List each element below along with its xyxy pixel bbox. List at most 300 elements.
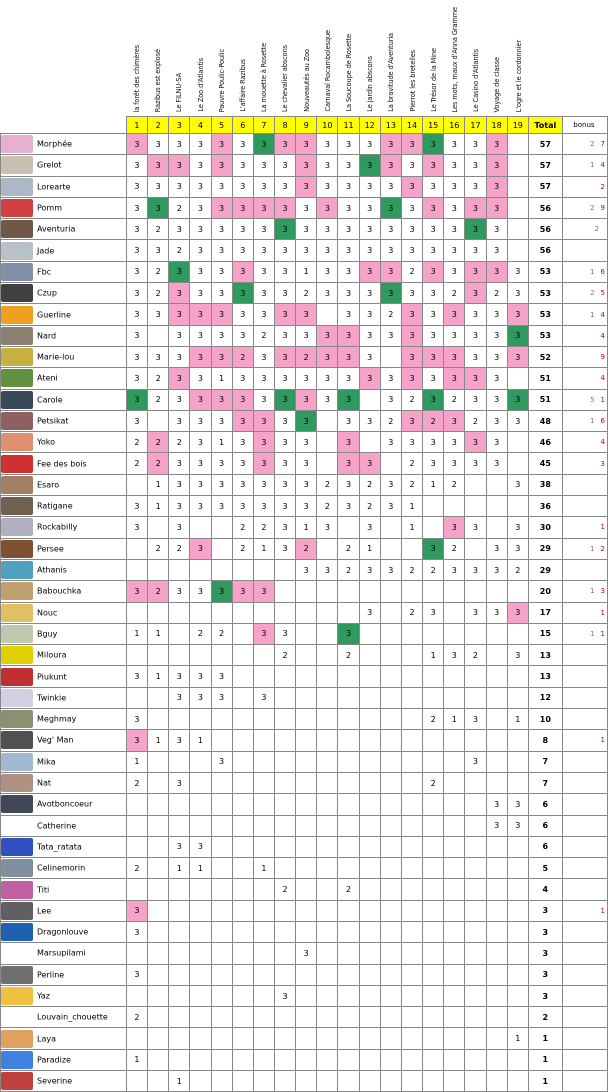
score-cell <box>126 474 147 495</box>
score-cell <box>401 964 422 985</box>
score-cell <box>338 794 359 815</box>
score-cell <box>444 1028 465 1049</box>
player-name: Perline <box>37 970 65 980</box>
score-cell <box>317 772 338 793</box>
score-cell <box>507 964 528 985</box>
score-cell <box>423 496 444 517</box>
score-cell <box>423 687 444 708</box>
score-cell: 3 <box>423 368 444 389</box>
score-cell: 3 <box>338 432 359 453</box>
column-number: 16 <box>444 117 465 134</box>
avatar <box>1 731 33 749</box>
score-cell: 3 <box>317 197 338 218</box>
player-name: Marsupilami <box>37 948 86 958</box>
score-cell <box>359 666 380 687</box>
score-cell: 2 <box>401 474 422 495</box>
player-name: Twinkie <box>37 693 67 703</box>
score-cell <box>486 730 507 751</box>
score-cell <box>148 772 169 793</box>
score-cell: 3 <box>423 176 444 197</box>
score-cell: 2 <box>296 283 317 304</box>
bonus-cell <box>562 410 607 431</box>
column-title-2 <box>147 0 168 112</box>
score-cell <box>232 666 253 687</box>
score-cell: 3 <box>274 325 295 346</box>
score-cell <box>507 453 528 474</box>
score-cell: 3 <box>507 325 528 346</box>
score-cell: 3 <box>296 410 317 431</box>
score-cell: 3 <box>401 325 422 346</box>
score-cell: 3 <box>126 240 147 261</box>
score-cell: 3 <box>274 240 295 261</box>
score-cell <box>232 559 253 580</box>
score-cell <box>274 836 295 857</box>
score-cell <box>444 772 465 793</box>
score-cell: 3 <box>253 389 274 410</box>
score-cell: 3 <box>296 389 317 410</box>
score-cell: 3 <box>338 155 359 176</box>
score-cell <box>296 772 317 793</box>
score-cell: 3 <box>317 283 338 304</box>
column-number: 12 <box>359 117 380 134</box>
score-cell <box>232 1071 253 1092</box>
column-number: 7 <box>253 117 274 134</box>
score-cell <box>423 517 444 538</box>
score-cell: 3 <box>465 134 486 155</box>
total-cell: 1 <box>528 1071 562 1092</box>
score-cell <box>380 858 401 879</box>
score-cell <box>444 985 465 1006</box>
score-cell: 1 <box>296 261 317 282</box>
score-cell: 3 <box>401 240 422 261</box>
score-cell: 3 <box>296 219 317 240</box>
score-cell <box>253 921 274 942</box>
bonus-right: 1 <box>600 395 605 404</box>
score-cell <box>190 559 211 580</box>
score-cell: 3 <box>423 283 444 304</box>
column-number: 8 <box>274 117 295 134</box>
score-cell <box>274 1049 295 1070</box>
score-cell <box>444 687 465 708</box>
total-cell: 30 <box>528 517 562 538</box>
score-cell <box>148 964 169 985</box>
avatar <box>1 199 33 217</box>
bonus-right: 4 <box>600 331 605 340</box>
player-cell <box>1 453 127 474</box>
bonus-left: 2 <box>594 225 599 234</box>
score-cell <box>380 1007 401 1028</box>
score-cell: 3 <box>169 581 190 602</box>
bonus-left: 1 <box>590 417 595 425</box>
score-cell: 3 <box>486 815 507 836</box>
score-cell: 3 <box>232 581 253 602</box>
score-cell <box>169 879 190 900</box>
score-cell: 3 <box>444 219 465 240</box>
table-row <box>1 900 608 921</box>
column-title-1 <box>126 0 147 112</box>
avatar <box>1 284 33 302</box>
bonus-right: 7 <box>600 140 605 149</box>
score-cell: 2 <box>507 559 528 580</box>
score-cell <box>232 879 253 900</box>
score-cell <box>380 346 401 367</box>
score-cell: 2 <box>148 261 169 282</box>
score-cell <box>317 730 338 751</box>
score-cell <box>211 559 232 580</box>
avatar <box>1 881 33 899</box>
avatar <box>1 306 33 324</box>
avatar <box>1 795 33 813</box>
avatar <box>1 604 33 622</box>
score-cell: 3 <box>380 197 401 218</box>
score-cell: 3 <box>486 602 507 623</box>
score-cell: 2 <box>380 304 401 325</box>
column-titles <box>0 0 608 115</box>
player-cell <box>1 921 127 942</box>
score-cell <box>317 794 338 815</box>
score-cell: 3 <box>296 453 317 474</box>
score-cell: 3 <box>380 325 401 346</box>
score-cell: 3 <box>211 240 232 261</box>
player-name: Babouchka <box>37 586 82 596</box>
score-cell: 2 <box>338 538 359 559</box>
bonus-right: 1 <box>600 736 605 745</box>
player-name: Lorearte <box>37 182 71 192</box>
score-cell: 3 <box>232 389 253 410</box>
avatar <box>1 987 33 1005</box>
player-name: Czup <box>37 288 57 298</box>
score-cell <box>465 730 486 751</box>
score-cell: 1 <box>190 730 211 751</box>
score-cell <box>126 559 147 580</box>
score-cell <box>253 985 274 1006</box>
bonus-cell <box>562 474 607 495</box>
bonus-cell <box>562 751 607 772</box>
score-cell <box>148 325 169 346</box>
score-cell: 2 <box>169 240 190 261</box>
score-cell <box>253 1007 274 1028</box>
column-number: 19 <box>507 117 528 134</box>
player-cell <box>1 538 127 559</box>
player-cell <box>1 964 127 985</box>
table-row <box>1 474 608 495</box>
avatar <box>1 540 33 558</box>
score-cell: 3 <box>232 410 253 431</box>
score-cell <box>190 517 211 538</box>
column-number: 11 <box>338 117 359 134</box>
score-cell <box>380 815 401 836</box>
score-cell: 3 <box>507 794 528 815</box>
avatar <box>1 859 33 877</box>
score-cell: 3 <box>190 836 211 857</box>
score-cell: 3 <box>232 261 253 282</box>
score-cell <box>274 1071 295 1092</box>
score-cell: 3 <box>380 155 401 176</box>
score-cell <box>486 709 507 730</box>
bonus-cell <box>562 836 607 857</box>
score-cell <box>380 623 401 644</box>
score-cell <box>423 581 444 602</box>
score-cell <box>338 858 359 879</box>
score-cell <box>486 1071 507 1092</box>
score-cell: 3 <box>380 240 401 261</box>
score-table <box>0 116 608 1092</box>
score-cell <box>380 645 401 666</box>
score-cell: 3 <box>296 304 317 325</box>
score-cell: 3 <box>253 219 274 240</box>
score-cell <box>444 666 465 687</box>
score-cell: 3 <box>169 836 190 857</box>
total-cell: 36 <box>528 496 562 517</box>
score-cell: 3 <box>296 559 317 580</box>
score-cell: 3 <box>274 155 295 176</box>
player-name: Bguy <box>37 629 58 639</box>
player-cell <box>1 858 127 879</box>
bonus-left: 5 <box>590 395 595 404</box>
score-cell: 3 <box>169 283 190 304</box>
score-cell: 3 <box>465 751 486 772</box>
score-cell <box>380 921 401 942</box>
score-cell <box>296 687 317 708</box>
score-cell: 2 <box>190 623 211 644</box>
score-cell <box>148 602 169 623</box>
score-cell: 3 <box>338 410 359 431</box>
score-cell: 3 <box>401 368 422 389</box>
score-cell: 3 <box>169 368 190 389</box>
score-cell: 3 <box>486 346 507 367</box>
avatar <box>1 391 33 409</box>
score-cell <box>274 772 295 793</box>
score-cell: 2 <box>401 389 422 410</box>
total-cell: 57 <box>528 155 562 176</box>
table-row <box>1 283 608 304</box>
column-number: 9 <box>296 117 317 134</box>
score-cell <box>359 1007 380 1028</box>
total-cell: 2 <box>528 1007 562 1028</box>
score-cell: 3 <box>169 517 190 538</box>
player-name: Titi <box>37 885 50 895</box>
score-cell: 3 <box>169 176 190 197</box>
score-cell <box>423 985 444 1006</box>
player-cell <box>1 623 127 644</box>
player-cell <box>1 1049 127 1070</box>
score-cell: 3 <box>169 666 190 687</box>
score-cell <box>465 985 486 1006</box>
score-cell <box>380 517 401 538</box>
score-cell <box>190 943 211 964</box>
score-cell: 3 <box>317 240 338 261</box>
player-cell <box>1 325 127 346</box>
score-cell: 1 <box>126 1049 147 1070</box>
score-cell <box>190 1028 211 1049</box>
score-cell: 3 <box>401 219 422 240</box>
score-cell: 3 <box>232 155 253 176</box>
score-cell <box>507 1071 528 1092</box>
score-cell: 3 <box>486 410 507 431</box>
bonus-right: 4 <box>600 161 605 170</box>
score-cell: 1 <box>148 496 169 517</box>
score-cell <box>507 368 528 389</box>
score-cell <box>359 921 380 942</box>
score-cell: 3 <box>359 176 380 197</box>
score-cell: 2 <box>211 623 232 644</box>
score-cell <box>253 559 274 580</box>
player-cell <box>1 134 127 155</box>
score-cell <box>423 836 444 857</box>
score-cell: 3 <box>253 155 274 176</box>
score-cell <box>444 879 465 900</box>
score-cell: 3 <box>126 517 147 538</box>
score-cell <box>253 900 274 921</box>
score-cell: 1 <box>148 623 169 644</box>
score-cell: 3 <box>465 346 486 367</box>
score-cell <box>169 1049 190 1070</box>
score-cell: 2 <box>444 389 465 410</box>
avatar <box>1 497 33 515</box>
total-cell: 53 <box>528 325 562 346</box>
score-cell <box>317 858 338 879</box>
score-cell <box>296 602 317 623</box>
score-cell: 3 <box>190 687 211 708</box>
score-cell <box>317 1071 338 1092</box>
score-cell: 3 <box>359 325 380 346</box>
score-cell: 3 <box>444 517 465 538</box>
score-cell <box>401 900 422 921</box>
score-cell <box>317 602 338 623</box>
score-cell <box>380 985 401 1006</box>
bonus-cell <box>562 496 607 517</box>
score-cell <box>486 581 507 602</box>
score-cell <box>380 1049 401 1070</box>
score-cell <box>169 943 190 964</box>
score-cell: 2 <box>232 538 253 559</box>
score-cell: 1 <box>190 858 211 879</box>
score-cell <box>359 858 380 879</box>
score-cell: 3 <box>274 368 295 389</box>
avatar <box>1 902 33 920</box>
table-row <box>1 496 608 517</box>
score-cell: 2 <box>274 879 295 900</box>
score-cell <box>444 943 465 964</box>
score-cell <box>465 772 486 793</box>
column-title-text: Voyage de classe <box>493 56 502 112</box>
column-title-text: La mouette à Rosette <box>260 42 269 112</box>
score-cell <box>338 836 359 857</box>
player-name: Fee des bois <box>37 459 87 469</box>
score-cell <box>486 836 507 857</box>
bonus-cell <box>562 623 607 644</box>
score-cell: 3 <box>274 410 295 431</box>
score-cell: 3 <box>296 368 317 389</box>
score-cell: 3 <box>190 666 211 687</box>
score-cell: 3 <box>423 155 444 176</box>
score-cell: 3 <box>211 496 232 517</box>
score-cell: 2 <box>401 602 422 623</box>
total-cell: 13 <box>528 666 562 687</box>
score-cell <box>190 772 211 793</box>
score-cell <box>401 921 422 942</box>
score-cell <box>296 815 317 836</box>
bonus-right: 6 <box>600 267 605 276</box>
player-name: Tata_ratata <box>37 842 82 852</box>
score-cell: 3 <box>169 496 190 517</box>
player-name: Severine <box>37 1076 73 1086</box>
score-cell <box>507 900 528 921</box>
score-cell <box>423 730 444 751</box>
score-cell <box>507 879 528 900</box>
score-cell: 3 <box>507 283 528 304</box>
score-cell: 3 <box>507 645 528 666</box>
table-row <box>1 453 608 474</box>
score-cell <box>380 836 401 857</box>
table-row <box>1 985 608 1006</box>
score-cell: 2 <box>423 772 444 793</box>
score-cell: 3 <box>148 197 169 218</box>
table-row <box>1 687 608 708</box>
score-cell <box>444 730 465 751</box>
score-cell: 3 <box>401 134 422 155</box>
score-cell: 3 <box>232 240 253 261</box>
score-cell <box>465 1049 486 1070</box>
score-cell: 2 <box>148 581 169 602</box>
score-cell: 2 <box>465 410 486 431</box>
player-name: Jade <box>37 246 55 256</box>
table-row <box>1 794 608 815</box>
avatar <box>1 646 33 664</box>
score-cell <box>486 474 507 495</box>
bonus-right: 2 <box>600 544 605 553</box>
column-title-19 <box>508 0 529 112</box>
score-cell <box>317 538 338 559</box>
score-cell: 3 <box>169 219 190 240</box>
score-cell <box>296 581 317 602</box>
score-cell <box>211 1049 232 1070</box>
total-cell: 57 <box>528 134 562 155</box>
score-cell: 3 <box>423 389 444 410</box>
score-cell: 3 <box>317 559 338 580</box>
score-cell: 1 <box>507 709 528 730</box>
score-cell <box>359 900 380 921</box>
score-cell: 3 <box>126 325 147 346</box>
table-row <box>1 559 608 580</box>
score-cell: 3 <box>274 985 295 1006</box>
score-cell <box>296 985 317 1006</box>
avatar <box>1 433 33 451</box>
score-cell: 3 <box>296 432 317 453</box>
score-cell <box>296 1071 317 1092</box>
score-cell <box>190 645 211 666</box>
score-cell: 3 <box>190 176 211 197</box>
score-cell <box>190 879 211 900</box>
player-cell <box>1 879 127 900</box>
player-name: Persee <box>37 544 64 554</box>
score-cell <box>359 389 380 410</box>
score-cell: 3 <box>190 134 211 155</box>
bonus-cell <box>562 261 607 282</box>
score-cell: 3 <box>211 581 232 602</box>
score-cell <box>401 985 422 1006</box>
score-cell <box>338 921 359 942</box>
score-cell: 3 <box>232 496 253 517</box>
score-cell: 3 <box>423 602 444 623</box>
score-cell <box>486 921 507 942</box>
player-name: Carole <box>37 395 63 405</box>
score-cell <box>169 921 190 942</box>
score-cell <box>190 964 211 985</box>
table-row <box>1 645 608 666</box>
player-cell <box>1 219 127 240</box>
score-cell: 3 <box>126 964 147 985</box>
